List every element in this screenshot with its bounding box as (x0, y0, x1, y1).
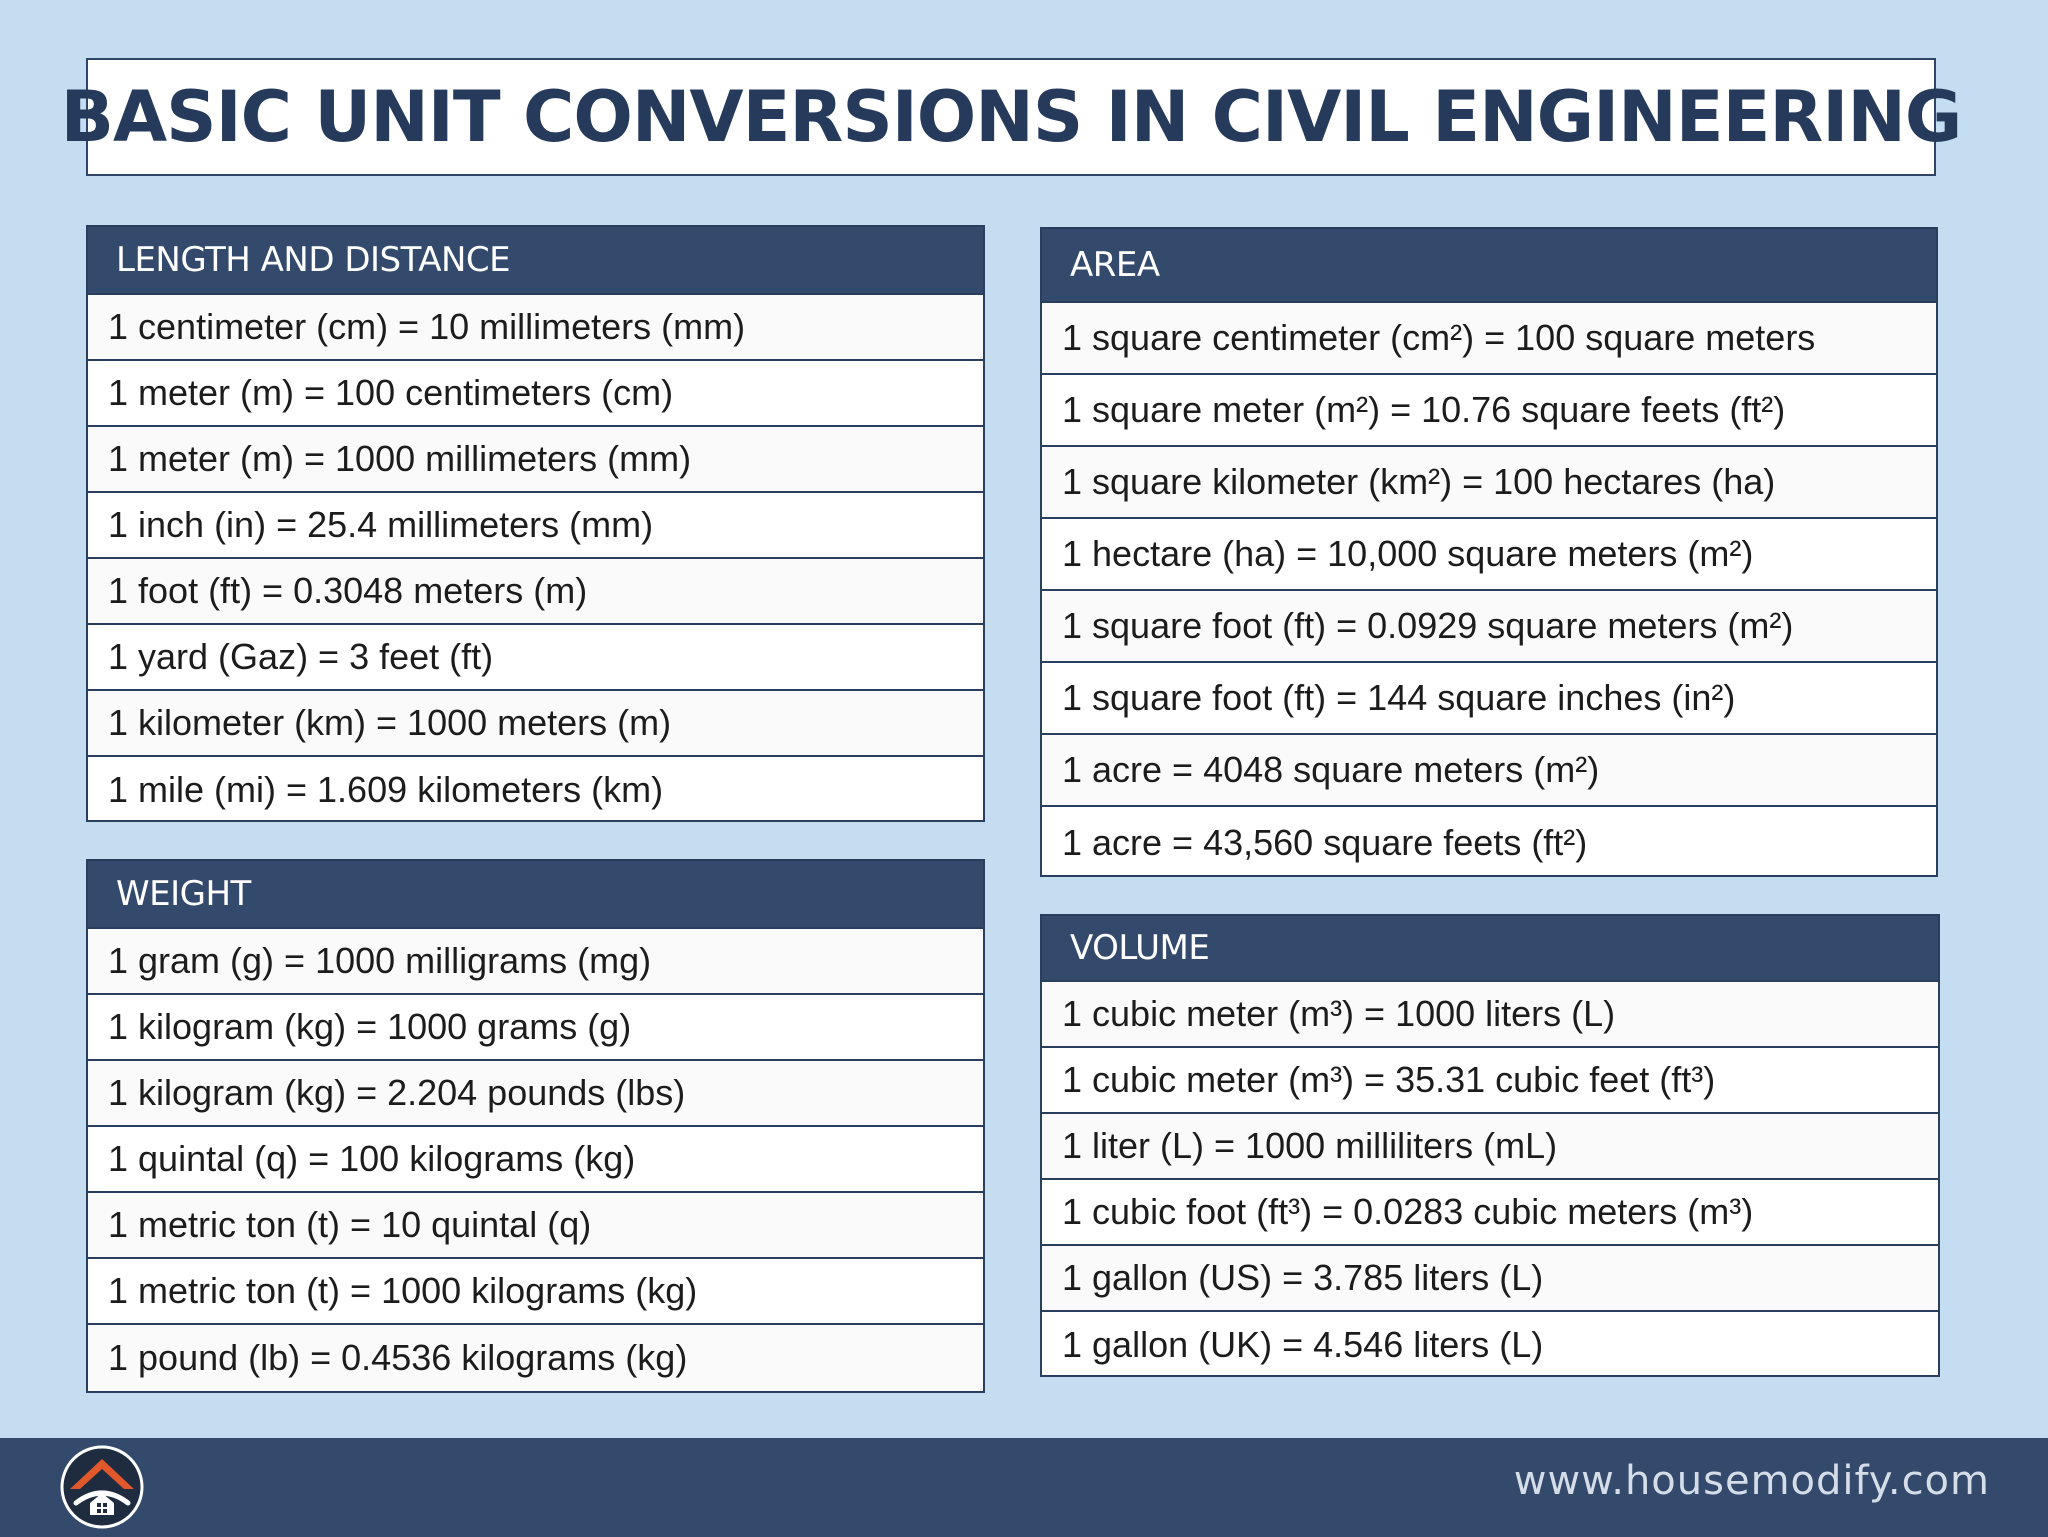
table-row: 1 kilogram (kg) = 1000 grams (g) (88, 995, 983, 1061)
table-row: 1 square foot (ft) = 144 square inches (in²) (1042, 663, 1936, 735)
table-row: 1 kilogram (kg) = 2.204 pounds (lbs) (88, 1061, 983, 1127)
table-row: 1 liter (L) = 1000 milliliters (mL) (1042, 1114, 1938, 1180)
area-table (1040, 227, 1938, 877)
table-row: 1 acre = 43,560 square feets (ft²) (1062, 822, 1588, 863)
table-row: 1 square kilometer (km²) = 100 hectares (ha) (1042, 447, 1936, 519)
table-row: 1 hectare (ha) = 10,000 square meters (m²) (1042, 519, 1936, 591)
weight-table (86, 859, 985, 1393)
table-row: 1 square foot (ft) = 0.0929 square meters (m²) (1042, 591, 1936, 663)
table-row: 1 acre = 4048 square meters (m²) (1042, 735, 1936, 807)
length-table (86, 225, 985, 822)
table-row: 1 yard (Gaz) = 3 feet (ft) (88, 625, 983, 691)
table-row: 1 pound (lb) = 0.4536 kilograms (kg) (88, 1325, 983, 1391)
table-row: 1 meter (m) = 1000 millimeters (mm) (88, 427, 983, 493)
table-row: 1 cubic meter (m³) = 1000 liters (L) (1042, 982, 1938, 1048)
area-heading: AREA (1042, 229, 1936, 303)
table-row: 1 mile (mi) = 1.609 kilometers (km) (108, 769, 664, 810)
table-row: 1 gram (g) = 1000 milligrams (mg) (88, 929, 983, 995)
table-row: 1 inch (in) = 25.4 millimeters (mm) (88, 493, 983, 559)
volume-heading: VOLUME (1042, 916, 1938, 982)
page-title: BASIC UNIT CONVERSIONS IN CIVIL ENGINEERING (60, 76, 1962, 158)
table-row: 1 meter (m) = 100 centimeters (cm) (88, 361, 983, 427)
house-logo-icon[interactable] (60, 1445, 144, 1529)
table-row: 1 square meter (m²) = 10.76 square feets (ft²) (1042, 375, 1936, 447)
title-banner (60, 58, 1962, 176)
length-heading: LENGTH AND DISTANCE (88, 227, 983, 295)
table-row: 1 metric ton (t) = 1000 kilograms (kg) (88, 1259, 983, 1325)
table-row: 1 foot (ft) = 0.3048 meters (m) (88, 559, 983, 625)
table-row: 1 metric ton (t) = 10 quintal (q) (88, 1193, 983, 1259)
table-row: 1 square centimeter (cm²) = 100 square meters (1042, 303, 1936, 375)
weight-heading: WEIGHT (88, 861, 983, 929)
table-row: 1 cubic meter (m³) = 35.31 cubic feet (ft³) (1042, 1048, 1938, 1114)
website-link[interactable]: www.housemodify.com (1513, 1458, 1990, 1504)
table-row: 1 centimeter (cm) = 10 millimeters (mm) (88, 295, 983, 361)
volume-table (1040, 914, 1940, 1377)
table-row: 1 kilometer (km) = 1000 meters (m) (88, 691, 983, 757)
table-row: 1 gallon (US) = 3.785 liters (L) (1042, 1246, 1938, 1312)
table-row: 1 quintal (q) = 100 kilograms (kg) (88, 1127, 983, 1193)
table-row: 1 gallon (UK) = 4.546 liters (L) (1062, 1324, 1544, 1365)
table-row: 1 cubic foot (ft³) = 0.0283 cubic meters (m³) (1042, 1180, 1938, 1246)
